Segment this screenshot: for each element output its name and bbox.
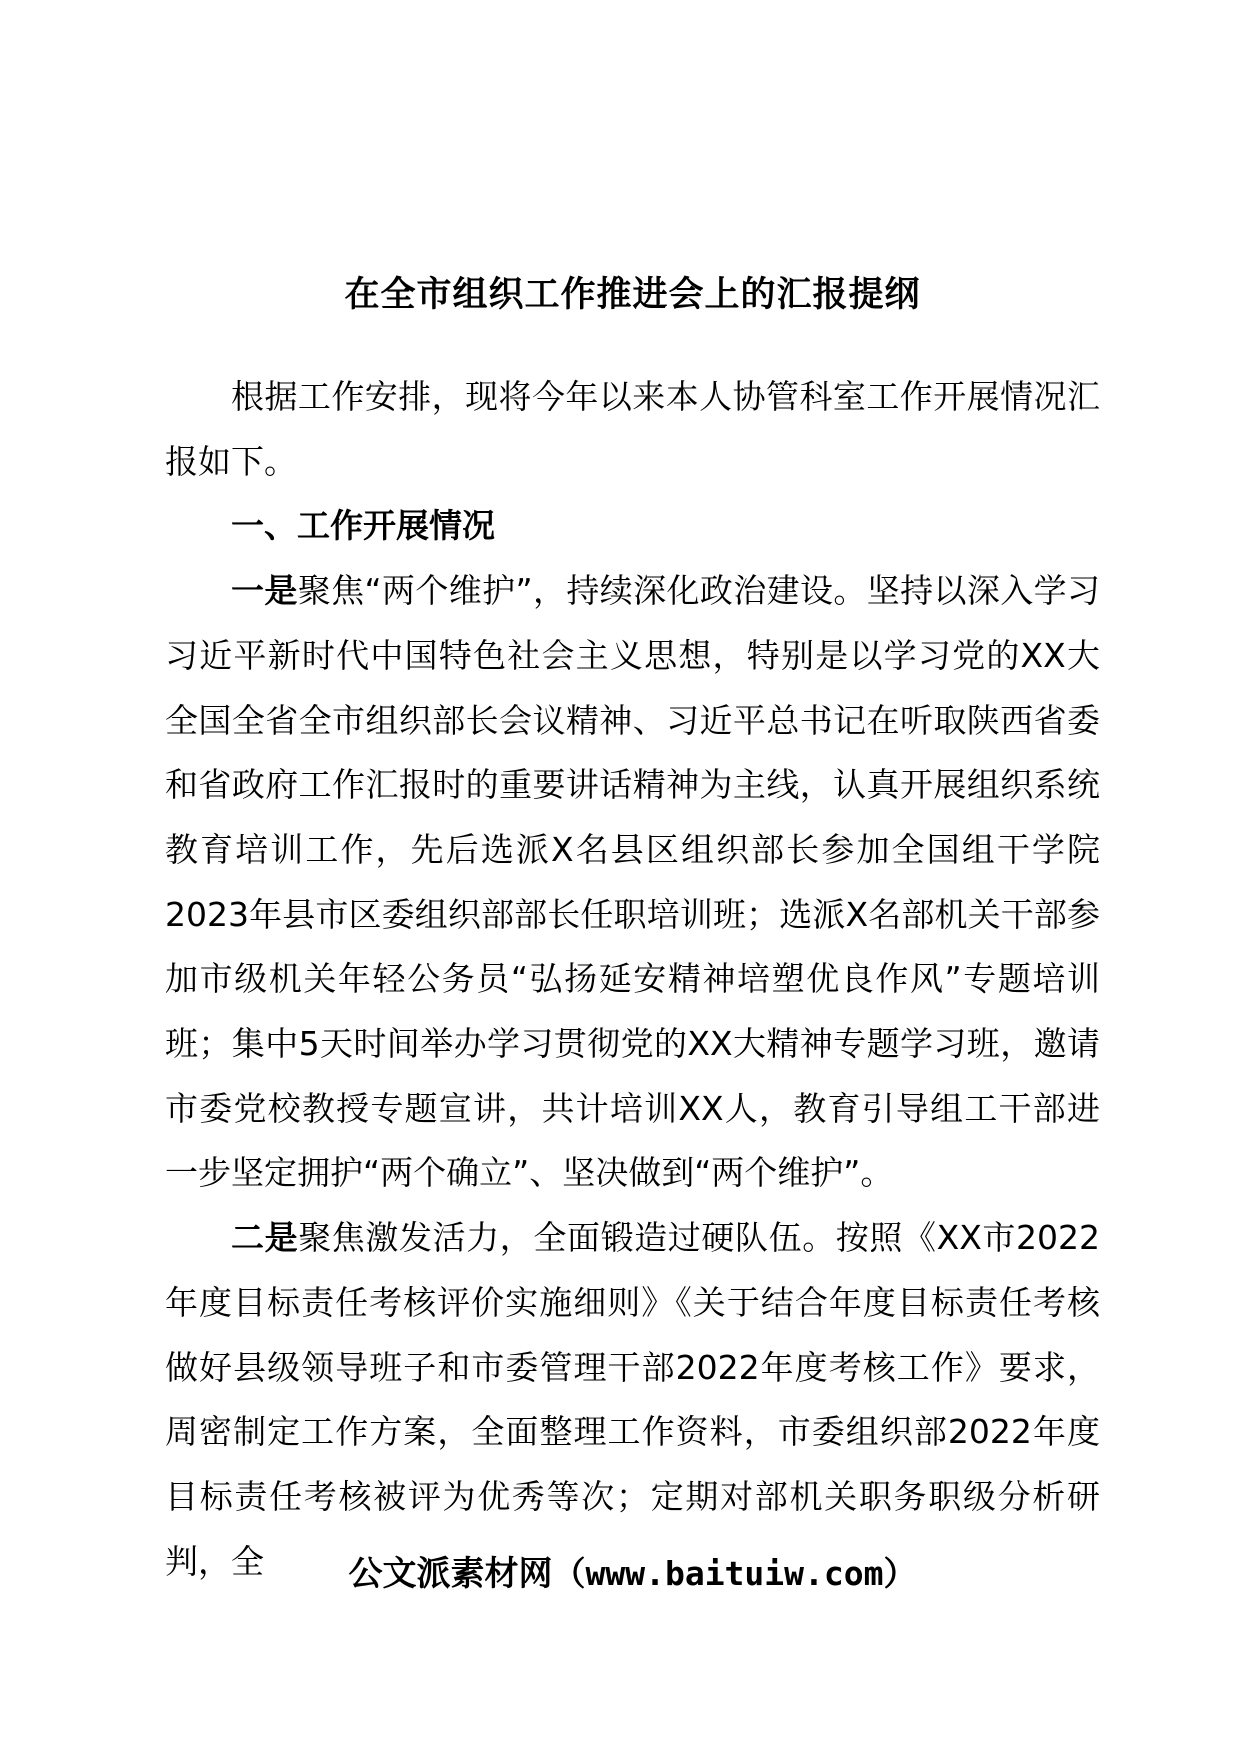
section-heading: [165, 494, 1100, 559]
footer-url-text: www.baituiw.com: [585, 1554, 884, 1593]
text-run: 聚焦激发活力，全面锻造过硬队伍。按照《XX市2022年度目标责任考核评价实施细则》《关于结合年度目标责任考核做好县级领导班子和市委管理干部2022年度考核工作》要求，周密制定工作方案，全面整理工作资料，市委组织部2022年度目标责任考核被评为优秀等次；定期对部机关职务职级分析研判，全: [165, 1218, 1100, 1581]
text-run: 二是: [231, 1218, 299, 1258]
document-body: [165, 365, 1100, 1594]
paragraph: [165, 559, 1100, 1206]
footer-site-url: [552, 1554, 916, 1593]
footer-site-name: 公文派素材网: [348, 1554, 553, 1594]
text-run: 一、工作开展情况: [231, 506, 495, 546]
footer-paren-open: （: [552, 1554, 586, 1593]
text-run: 一是: [231, 571, 298, 611]
footer-paren-close: ）: [883, 1554, 917, 1593]
paragraph: [165, 365, 1100, 494]
document-title: 在全市组织工作推进会上的汇报提纲: [344, 275, 921, 315]
text-run: 根据工作安排，现将今年以来本人协管科室工作开展情况汇报如下。: [165, 377, 1100, 481]
footer-watermark: [165, 1546, 1100, 1595]
text-run: 聚焦“两个维护”，持续深化政治建设。坚持以深入学习习近平新时代中国特色社会主义思想，特别是以学习党的XX大全国全省全市组织部长会议精神、习近平总书记在听取陕西省委和省政府工作汇报时的重要讲话精神为主线，认真开展组织系统教育培训工作，先后选派X名县区组织部长参加全国组干学院2023年县市区委组织部部长任职培训班；选派X名部机关干部参加市级机关年轻公务员“弘扬延安精神培塑优良作风”专题培训班；集中5天时间举办学习贯彻党的XX大精神专题学习班，邀请市委党校教授专题宣讲，共计培训XX人，教育引导组工干部进一步坚定拥护“两个确立”、坚决做到“两个维护”。: [165, 571, 1101, 1193]
paragraph: [165, 1206, 1100, 1594]
document-content: [165, 0, 1100, 1594]
